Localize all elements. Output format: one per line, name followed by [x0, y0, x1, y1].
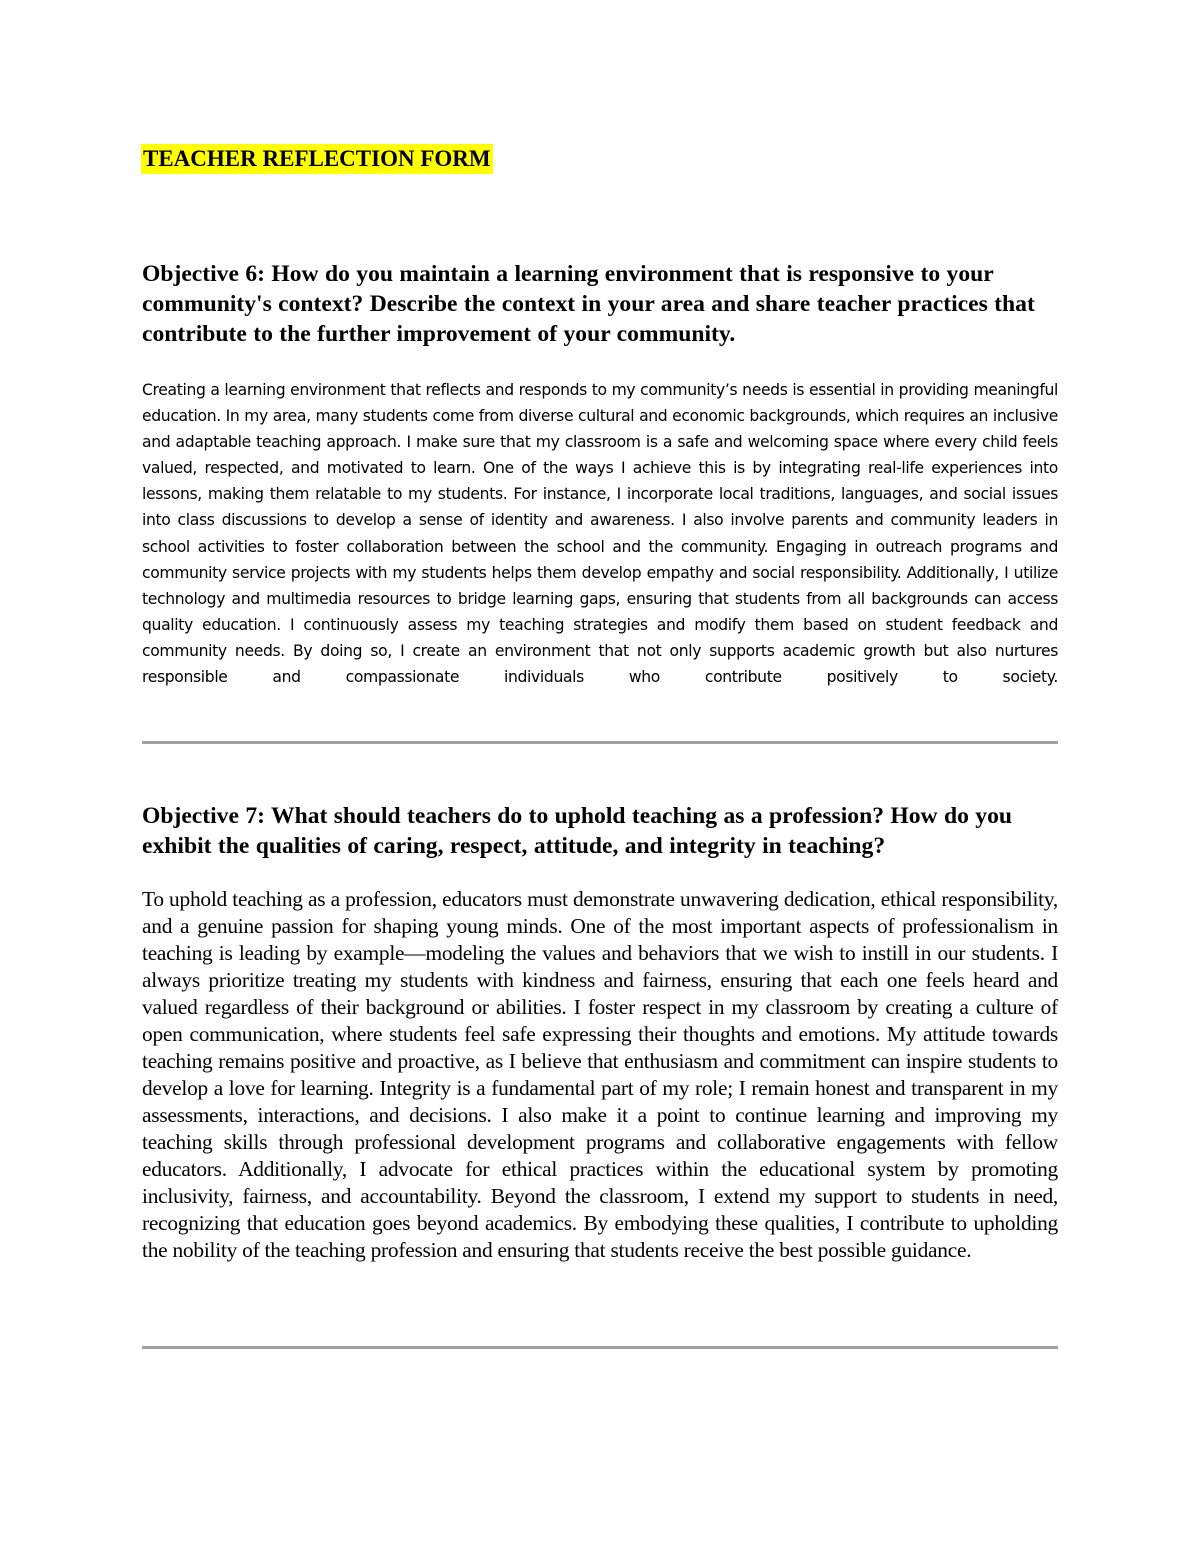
section-divider — [142, 741, 1058, 744]
section-divider — [142, 1346, 1058, 1349]
document-title: TEACHER REFLECTION FORM — [141, 144, 493, 174]
objective-7-heading: Objective 7: What should teachers do to uphold teaching as a profession? How do you exhibit the qualities of caring, respect, attitude, and integrity in teaching? — [142, 803, 1013, 859]
objective-6-heading: Objective 6: How do you maintain a learning environment that is responsive to your community's context? Describe the context in your area and share teacher practices that contribute to the further improvement of your community. — [142, 261, 1035, 347]
objective-7-response: To uphold teaching as a profession, educators must demonstrate unwavering dedication, ethical responsibility, and a genuine passion for shaping young minds. One of the most important aspects of professionalism in teaching is leading by example—modeling the values and behaviors that we wish to instill in our students. I always prioritize treating my students with kindness and fairness, ensuring that each one feels heard and valued regardless of their background or abilities. I foster respect in my classroom by creating a culture of open communication, where students feel safe expressing their thoughts and emotions. My attitude towards teaching remains positive and proactive, as I believe that enthusiasm and commitment can inspire students to develop a love for learning. Integrity is a fundamental part of my role; I remain honest and transparent in my assessments, interactions, and decisions. I also make it a point to continue learning and improving my teaching skills through professional development programs and collaborative engagements with fellow educators. Additionally, I advocate for ethical practices within the educational system by promoting inclusivity, fairness, and accountability. Beyond the classroom, I extend my support to students in need, recognizing that education goes beyond academics. By embodying these qualities, I contribute to upholding the nobility of the teaching profession and ensuring that students receive the best possible guidance. — [142, 887, 1058, 1262]
objective-6-response: Creating a learning environment that reflects and responds to my community’s needs is essential in providing meaningful education. In my area, many students come from diverse cultural and economic backgrounds, which requires an inclusive and adaptable teaching approach. I make sure that my classroom is a safe and welcoming space where every child feels valued, respected, and motivated to learn. One of the ways I achieve this is by integrating real-life experiences into lessons, making them relatable to my students. For instance, I incorporate local traditions, languages, and social issues into class discussions to develop a sense of identity and awareness. I also involve parents and community leaders in school activities to foster collaboration between the school and the community. Engaging in outreach programs and community service projects with my students helps them develop empathy and social responsibility. Additionally, I utilize technology and multimedia resources to bridge learning gaps, ensuring that students from all backgrounds can access quality education. I continuously assess my teaching strategies and modify them based on student feedback and community needs. By doing so, I create an environment that not only supports academic growth but also nurtures responsible and compassionate individuals who contribute positively to society. — [142, 381, 1058, 687]
